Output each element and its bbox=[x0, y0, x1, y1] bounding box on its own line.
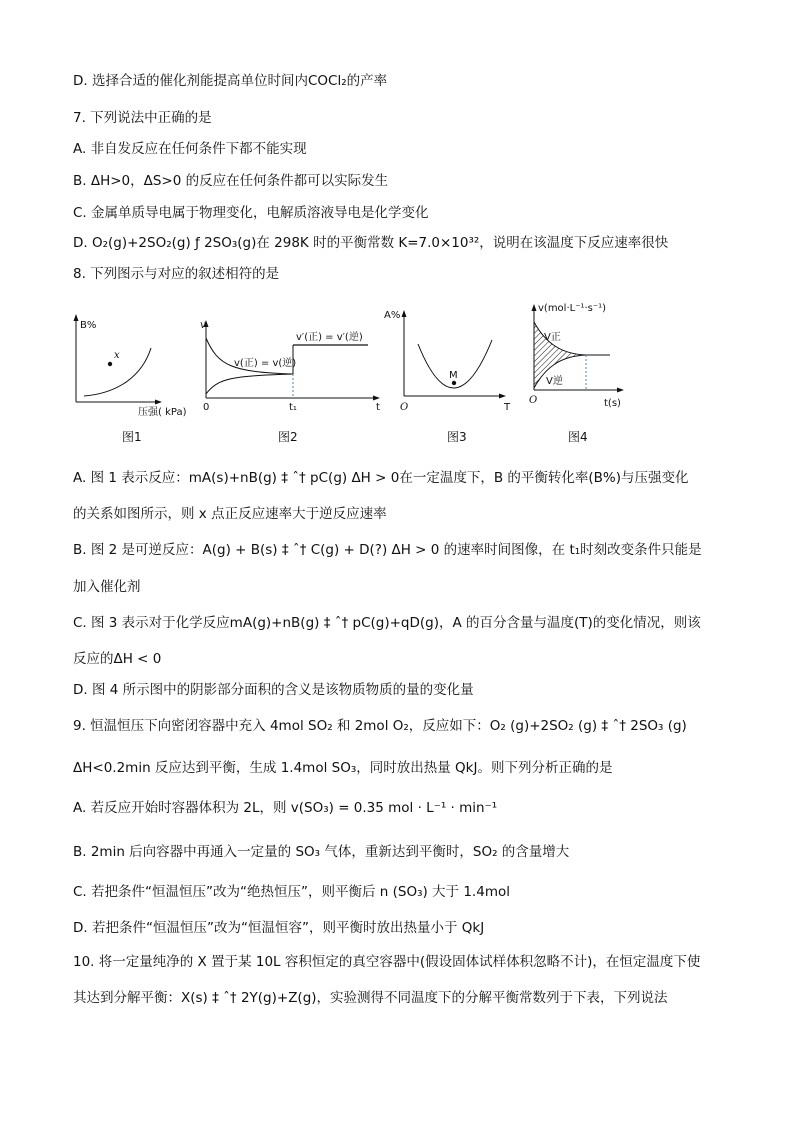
fig4-xlabel: t(s) bbox=[604, 398, 621, 409]
q8-option-b-line1: B. 图 2 是可逆反应：A(g) + B(s) ‡ ˆ† C(g) + D(?) ΔH > 0 的速率时间图像，在 t₁时刻改变条件只能是 bbox=[73, 542, 702, 558]
fig3-ylabel: A% bbox=[384, 310, 401, 321]
fig3-caption: 图3 bbox=[447, 430, 467, 444]
fig2-t1: t₁ bbox=[289, 402, 297, 413]
fig3-point-m bbox=[452, 381, 456, 385]
q9-stem-line1: 9. 恒温恒压下向密闭容器中充入 4mol SO₂ 和 2mol O₂，反应如下：O₂ (g)+2SO₂ (g) ‡ ˆ† 2SO₃ (g) bbox=[73, 718, 687, 734]
q8-option-d: D. 图 4 所示图中的阴影部分面积的含义是该物质物质的量的变化量 bbox=[73, 682, 474, 698]
q8-option-b-line2: 加入催化剂 bbox=[73, 579, 141, 595]
q9-stem-line2: ΔH<0.2min 反应达到平衡，生成 1.4mol SO₃，同时放出热量 QkJ。则下列分析正确的是 bbox=[73, 760, 613, 776]
fig4-caption: 图4 bbox=[568, 430, 588, 444]
fig4-origin: O bbox=[529, 395, 538, 406]
q9-option-c: C. 若把条件“恒温恒压”改为“绝热恒压”，则平衡后 n (SO₃) 大于 1.4mol bbox=[73, 884, 510, 900]
q9-option-b: B. 2min 后向容器中再通入一定量的 SO₃ 气体，重新达到平衡时，SO₂ 的含量增大 bbox=[73, 844, 570, 860]
fig4-ylabel: v(mol·L⁻¹·s⁻¹) bbox=[538, 303, 607, 314]
q10-stem-line2: 其达到分解平衡：X(s) ‡ ˆ† 2Y(g)+Z(g)，实验测得不同温度下的分解平衡常数列于下表，下列说法 bbox=[73, 990, 668, 1006]
q8-option-a-line1: A. 图 1 表示反应：mA(s)+nB(g) ‡ ˆ† pC(g) ΔH > 0在一定温度下，B 的平衡转化率(B%)与压强变化 bbox=[73, 470, 689, 486]
q7-option-b: B. ΔH>0，ΔS>0 的反应在任何条件都可以实际发生 bbox=[73, 173, 389, 189]
figure-1 bbox=[70, 312, 187, 418]
fig1-point-x bbox=[108, 362, 112, 366]
fig3-origin: O bbox=[400, 402, 409, 413]
q8-option-c-line1: C. 图 3 表示对于化学反应mA(g)+nB(g) ‡ ˆ† pC(g)+qD(g)，A 的百分含量与温度(T)的变化情况，则该 bbox=[73, 615, 701, 631]
fig3-xlabel: T bbox=[504, 402, 511, 413]
fig1-point-label: x bbox=[114, 350, 120, 361]
q7-stem: 7. 下列说法中正确的是 bbox=[73, 110, 212, 126]
fig1-ylabel: B% bbox=[80, 320, 97, 331]
q8-option-a-line2: 的关系如图所示，则 x 点正反应速率大于逆反应速率 bbox=[73, 506, 387, 522]
q10-stem-line1: 10. 将一定量纯净的 X 置于某 10L 容积恒定的真空容器中(假设固体试样体积忽略不计)，在恒定温度下使 bbox=[73, 954, 701, 970]
fig2-eq1: v(正) = v(逆) bbox=[234, 358, 297, 369]
q9-option-a: A. 若反应开始时容器体积为 2L，则 v(SO₃) = 0.35 mol · L⁻¹ · min⁻¹ bbox=[73, 800, 498, 816]
q7-option-c: C. 金属单质导电属于物理变化，电解质溶液导电是化学变化 bbox=[73, 205, 429, 221]
fig2-caption: 图2 bbox=[278, 430, 298, 444]
q8-option-c-line2: 反应的ΔH < 0 bbox=[73, 651, 162, 667]
fig4-v-reverse: V逆 bbox=[546, 376, 563, 387]
fig2-ylabel: v bbox=[200, 320, 206, 331]
figure-3 bbox=[384, 304, 514, 414]
fig4-v-forward: V正 bbox=[544, 332, 561, 343]
figure-4 bbox=[524, 298, 634, 413]
fig1-caption: 图1 bbox=[122, 430, 142, 444]
q7-option-a: A. 非自发反应在任何条件下都不能实现 bbox=[73, 141, 307, 157]
fig2-eq2: v′(正) = v′(逆) bbox=[296, 332, 363, 343]
q6-option-d: D. 选择合适的催化剂能提高单位时间内COCl₂的产率 bbox=[73, 73, 388, 89]
q9-option-d: D. 若把条件“恒温恒压”改为“恒温恒容”，则平衡时放出热量小于 QkJ bbox=[73, 920, 485, 936]
figure-2 bbox=[198, 312, 388, 417]
fig3-point-label: M bbox=[449, 370, 458, 381]
fig1-xlabel: 压强( kPa) bbox=[138, 407, 187, 418]
q8-stem: 8. 下列图示与对应的叙述相符的是 bbox=[73, 266, 280, 282]
fig2-t: t bbox=[376, 402, 380, 413]
q7-option-d: D. O₂(g)+2SO₂(g) ƒ 2SO₃(g)在 298K 时的平衡常数 K=7.0×10³²，说明在该温度下反应速率很快 bbox=[73, 235, 669, 251]
fig2-origin: 0 bbox=[203, 402, 210, 413]
